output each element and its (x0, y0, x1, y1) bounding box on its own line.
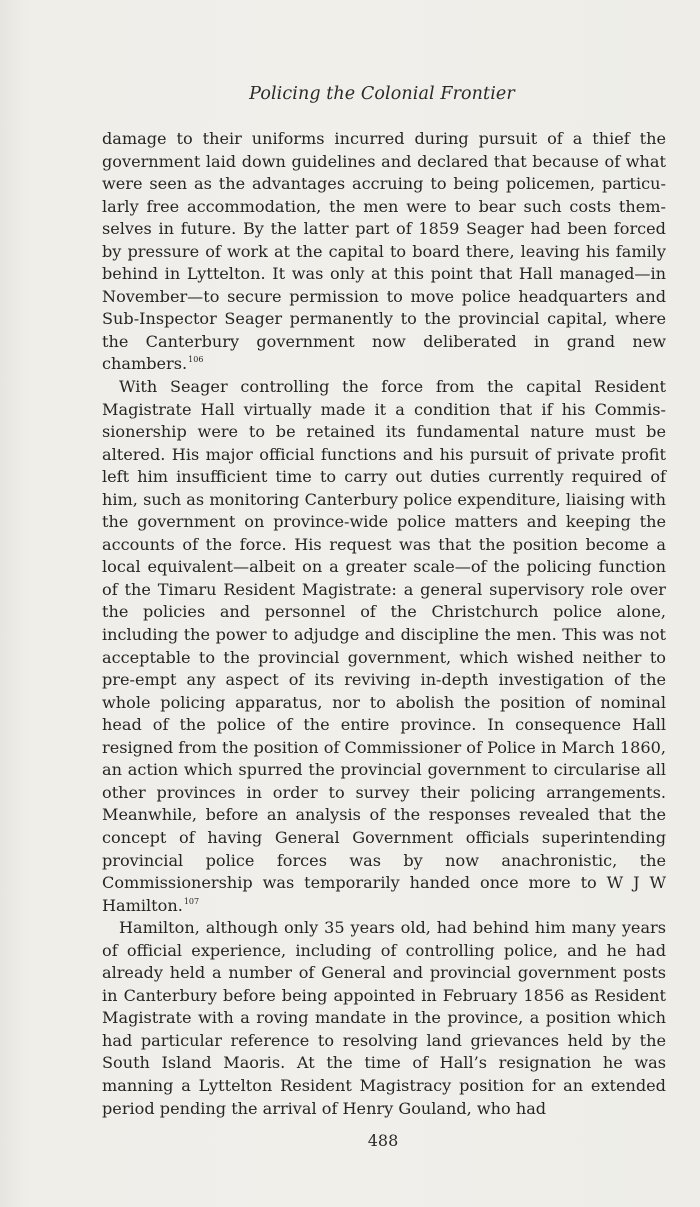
paragraph-3-text: Hamilton, although only 35 years old, had behind him many years of official experience, including of controlling police, and he had already held a number of General and provincial government posts in Canterbury before being appointed in February 1856 as Resident Magistrate with a roving mandate in the province, a position which had particular reference to resolving land grievances held by the South Island Maoris. At the time of Hall’s resignation he was manning a Lyttelton Resident Magistracy position for an extended period pending the arrival of Henry Gouland, who had (102, 918, 666, 1118)
paragraph-1 (102, 128, 666, 376)
running-head: Policing the Colonial Frontier (249, 84, 515, 104)
paragraph-1-text: damage to their uniforms incurred during pursuit of a thief the government laid down guidelines and declared that because of what were seen as the advantages accruing to being policemen, particularly free accommodation, the men were to bear such costs themselves in future. By the latter part of 1859 Seager had been forced by pressure of work at the capital to board there, leaving his family behind in Lyttelton. It was only at this point that Hall managed—in November—to secure permission to move police headquarters and Sub-Inspector Seager permanently to the provincial capital, where the Canterbury government now deliberated in grand new chambers. (102, 129, 666, 374)
paragraph-3 (102, 917, 666, 1120)
paragraph-2 (102, 376, 666, 917)
page-number: 488 (367, 1131, 399, 1150)
paragraph-2-text: With Seager controlling the force from the capital Resident Magistrate Hall virtually made it a condition that if his Commissionership were to be retained its fundamental nature must be altered. His major official functions and his pursuit of private profit left him insufficient time to carry out duties currently required of him, such as monitoring Canterbury police expenditure, liaising with the government on province-wide police matters and keeping the accounts of the force. His request was that the position become a local equivalent—albeit on a greater scale—of the policing function of the Timaru Resident Magistrate: a general supervisory role over the policies and personnel of the Christchurch police alone, including the power to adjudge and discipline the men. This was not acceptable to the provincial government, which wished neither to pre-empt any aspect of its reviving in-depth investigation of the whole policing apparatus, nor to abolish the position of nominal head of the police of the entire province. In consequence Hall resigned from the position of Commissioner of Police in March 1860, an action which spurred the provincial government to circularise all other provinces in order to survey their policing arrangements. Meanwhile, before an analysis of the responses revealed that the concept of having General Government officials superintending provincial police forces was by now anachronistic, the Commissionership was temporarily handed once more to W J W Hamilton. (102, 377, 666, 915)
footnote-marker-107: 107 (183, 896, 200, 906)
footnote-marker-106: 106 (188, 355, 204, 365)
body-text (102, 128, 666, 1120)
